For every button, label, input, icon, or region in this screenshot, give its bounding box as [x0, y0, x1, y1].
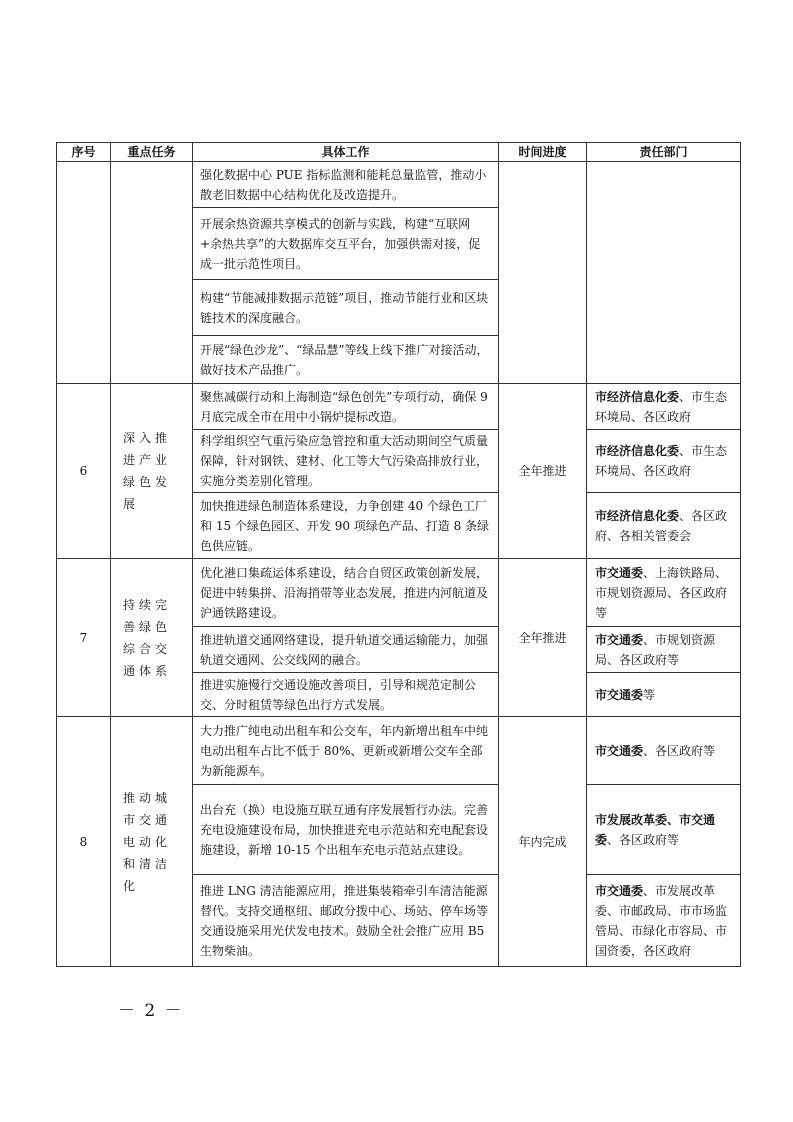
responsible-dept: [587, 785, 741, 875]
responsible-dept: [587, 493, 741, 559]
time-progress: 全年推进: [499, 559, 587, 717]
work-item: 开展“绿色沙龙”、“绿品慧”等线上线下推广对接活动，做好技术产品推广。: [193, 336, 499, 384]
work-item: 推进轨道交通网络建设，提升轨道交通运输能力，加强轨道交通网、公交线网的融合。: [193, 627, 499, 673]
work-item: 加快推进绿色制造体系建设，力争创建 40 个绿色工厂和 15 个绿色园区、开发 90 项绿色产品、打造 8 条绿色供应链。: [193, 493, 499, 559]
dept-lead: 市经济信息化委: [595, 444, 680, 458]
dept-others: 、各区政府、各相关管委会: [595, 508, 728, 543]
header-seq: 序号: [57, 143, 111, 162]
header-time-progress: 时间进度: [499, 143, 587, 162]
key-task: [111, 384, 193, 559]
responsible-dept: [587, 559, 741, 627]
dept-lead: 市交通委: [595, 632, 644, 647]
dept-lead: 市交通委: [595, 883, 644, 898]
responsible-dept: [587, 717, 741, 785]
key-task: [111, 162, 193, 384]
responsible-dept: [587, 875, 741, 967]
responsible-dept: [587, 162, 741, 384]
dept-lead: 市经济信息化委: [595, 508, 680, 523]
time-progress: [499, 162, 587, 384]
dept-others: 、上海铁路局、市规划资源局、各区政府等: [595, 565, 728, 620]
work-item: 开展余热资源共享模式的创新与实践，构建“互联网+余热共享”的大数据库交互平台，加强供需对接，促成一批示范性项目。: [193, 208, 499, 280]
dept-others: 、市生态环境局、各区政府: [595, 389, 728, 424]
work-item: 构建“节能减排数据示范链”项目，推动节能行业和区块链技术的深度融合。: [193, 280, 499, 336]
header-specific-work: 具体工作: [193, 143, 499, 162]
dept-lead: 市经济信息化委: [595, 389, 680, 404]
dept-lead: 市交通委: [595, 743, 644, 758]
dept-lead: 市交通委: [595, 687, 644, 702]
responsible-dept: [587, 627, 741, 673]
table-row: [57, 559, 741, 627]
table-row: [57, 162, 741, 208]
key-task-text: 深入推进产业绿色发展: [123, 431, 172, 511]
work-item: 聚焦减碳行动和上海制造“绿色创先”专项行动，确保 9 月底完成全市在用中小锅炉提标改造。: [193, 384, 499, 430]
work-item: 大力推广纯电动出租车和公交车，年内新增出租车中纯电动出租车占比不低于 80%、更新或新增公交车全部为新能源车。: [193, 717, 499, 785]
work-item: 科学组织空气重污染应急管控和重大活动期间空气质量保障，针对钢铁、建材、化工等大气污染高排放行业，实施分类差别化管理。: [193, 430, 499, 493]
table-row: [57, 717, 741, 785]
work-item: 优化港口集疏运体系建设，结合自贸区政策创新发展，促进中转集拼、沿海捎带等业态发展，推进内河航道及沪通铁路建设。: [193, 559, 499, 627]
work-item: 推进实施慢行交通设施改善项目，引导和规范定制公交、分时租赁等绿色出行方式发展。: [193, 673, 499, 717]
table-row: [57, 384, 741, 430]
dept-others: 、各区政府等: [643, 743, 716, 758]
work-item: 强化数据中心 PUE 指标监测和能耗总量监管，推动小散老旧数据中心结构优化及改造提升。: [193, 162, 499, 208]
row-number: [57, 162, 111, 384]
time-progress: 年内完成: [499, 717, 587, 967]
dept-lead: 市交通委: [595, 565, 644, 580]
dept-others: 、市发展改革委、市邮政局、市市场监管局、市绿化市容局、市国资委，各区政府: [595, 883, 728, 958]
work-item: 推进 LNG 清洁能源应用，推进集装箱牵引车清洁能源替代。支持交通枢纽、邮政分拨中心、场站、停车场等交通设施采用光伏发电技术。鼓励全社会推广应用 B5 生物柴油。: [193, 875, 499, 967]
header-responsible-dept: 责任部门: [587, 143, 741, 162]
task-table: [56, 142, 741, 967]
header-key-task: 重点任务: [111, 143, 193, 162]
responsible-dept: [587, 384, 741, 430]
row-number: 8: [57, 717, 111, 967]
key-task: [111, 717, 193, 967]
page-number: － 2 －: [118, 1001, 184, 1021]
time-progress: 全年推进: [499, 384, 587, 559]
key-task: [111, 559, 193, 717]
row-number: 6: [57, 384, 111, 559]
row-number: 7: [57, 559, 111, 717]
responsible-dept: [587, 430, 741, 493]
responsible-dept: [587, 673, 741, 717]
dept-lead: 市发展改革委、市交通委: [595, 812, 716, 847]
key-task-text: 推动城市交通电动化和清洁化: [123, 790, 172, 893]
dept-others: 、各区政府等: [607, 832, 680, 847]
work-item: 出台充（换）电设施互联互通有序发展暂行办法。完善充电设施建设布局，加快推进充电示范站和充电配套设施建设，新增 10-15 个出租车充电示范站点建设。: [193, 785, 499, 875]
dept-others: 等: [643, 687, 656, 702]
dept-others: 、市规划资源局、各区政府等: [595, 632, 716, 667]
table-header-row: [57, 143, 741, 162]
dept-others: 、市生态环境局、各区政府: [595, 444, 728, 478]
key-task-text: 持续完善绿色综合交通体系: [123, 597, 172, 678]
